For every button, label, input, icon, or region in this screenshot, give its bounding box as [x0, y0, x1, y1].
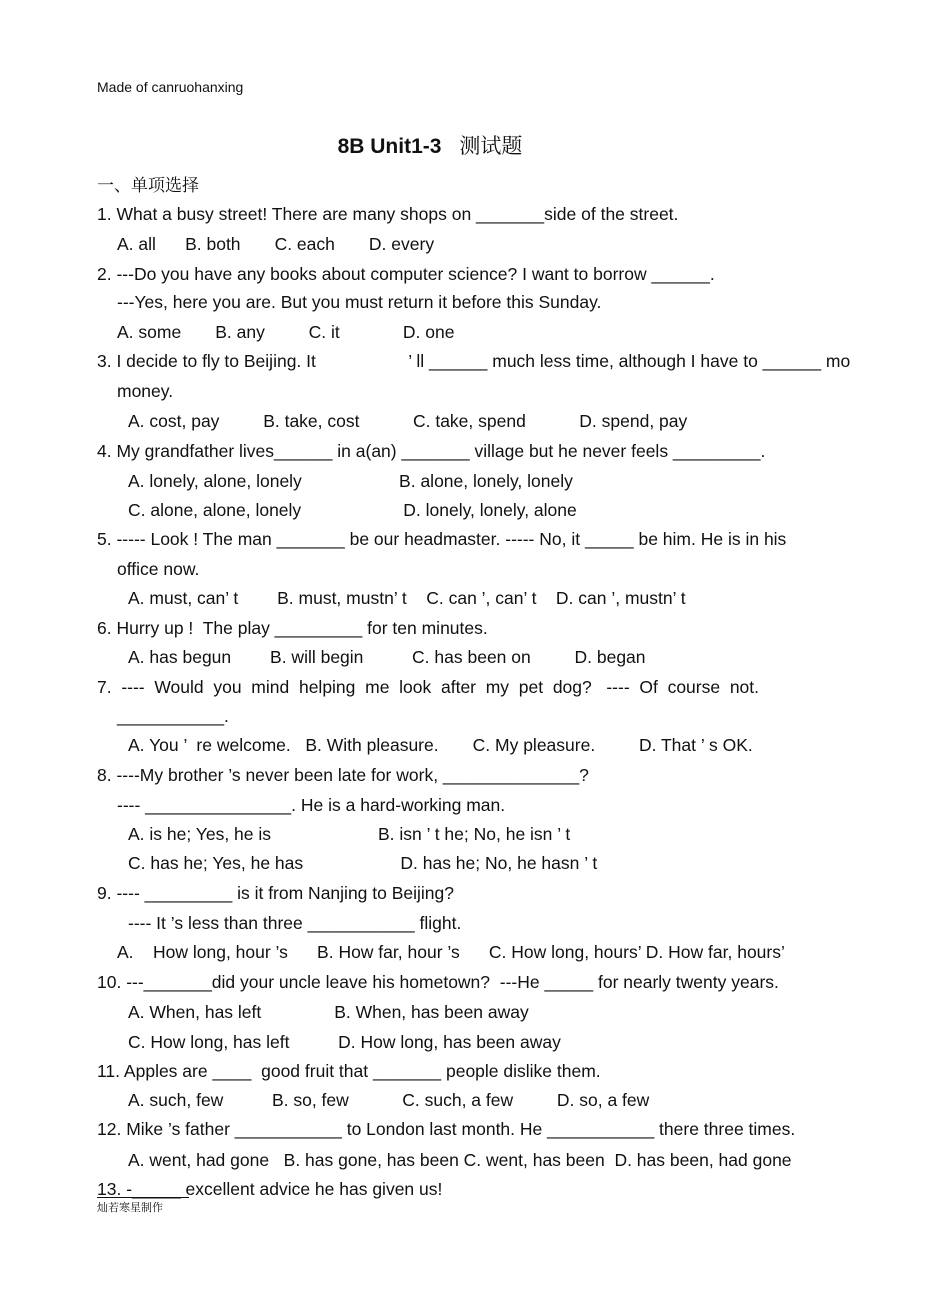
question-line: 10. ---_______did your uncle leave his hometown? ---He _____ for nearly twenty years. [97, 972, 779, 992]
option-line: A. went, had gone B. has gone, has been C. went, has been D. has been, had gone [128, 1150, 792, 1170]
option-line: A. such, few B. so, few C. such, a few D. so, a few [128, 1090, 650, 1110]
option-line: A. lonely, alone, lonely B. alone, lonely, lonely [128, 471, 573, 491]
page-footer: 灿若寒星制作 [97, 1201, 163, 1214]
question-line: 4. My grandfather lives______ in a(an) _______ village but he never feels _________. [97, 441, 766, 461]
question-line: ---- _______________. He is a hard-working man. [117, 795, 506, 815]
option-line: A. When, has left B. When, has been away [128, 1002, 529, 1022]
page-title [0, 130, 860, 160]
question-line: ---- It ’s less than three ___________ flight. [128, 913, 462, 933]
option-line: A. some B. any C. it D. one [117, 322, 455, 342]
question-line: money. [117, 381, 174, 401]
question-line: 12. Mike ’s father ___________ to London last month. He ___________ there three times. [97, 1119, 796, 1139]
question-line: 5. ----- Look ! The man _______ be our headmaster. ----- No, it _____ be him. He is in his [97, 529, 787, 549]
question-line: ---Yes, here you are. But you must return it before this Sunday. [117, 292, 602, 312]
question-line: 2. ---Do you have any books about computer science? I want to borrow ______. [97, 264, 715, 284]
option-line: C. has he; Yes, he has D. has he; No, he hasn ’ t [128, 853, 598, 873]
option-line: C. How long, has left D. How long, has been away [128, 1032, 561, 1052]
question-line: 1. What a busy street! There are many shops on _______side of the street. [97, 204, 679, 224]
option-line: A. must, can’ t B. must, mustn’ t C. can ’, can’ t D. can ’, mustn’ t [128, 588, 686, 608]
option-line: A. You ’ re welcome. B. With pleasure. C. My pleasure. D. That ’ s OK. [128, 735, 753, 755]
option-line: A. all B. both C. each D. every [117, 234, 435, 254]
title-english: 8B Unit1-3 [337, 135, 442, 158]
question-line: 8. ----My brother ’s never been late for work, ______________? [97, 765, 589, 785]
footer-divider [97, 1197, 189, 1198]
page-header: Made of canruohanxing [97, 79, 244, 95]
question-line: ___________. [117, 706, 229, 726]
option-line: C. alone, alone, lonely D. lonely, lonely, alone [128, 500, 577, 520]
question-line: office now. [117, 559, 200, 579]
option-line: A. is he; Yes, he is B. isn ’ t he; No, he isn ’ t [128, 824, 571, 844]
section-heading: 一、单项选择 [97, 176, 199, 196]
question-line: 11. Apples are ____ good fruit that _______ people dislike them. [97, 1061, 601, 1081]
question-line: 9. ---- _________ is it from Nanjing to Beijing? [97, 883, 454, 903]
question-line: 7. ---- Would you mind helping me look after my pet dog? ---- Of course not. [97, 677, 760, 697]
title-chinese: 测试题 [459, 134, 523, 158]
question-line: 6. Hurry up ! The play _________ for ten minutes. [97, 618, 488, 638]
question-line: 3. I decide to fly to Beijing. It ’ ll ______ much less time, although I have to ______ mo [97, 351, 851, 371]
option-line: A. How long, hour ’s B. How far, hour ’s C. How long, hours’ D. How far, hours’ [117, 942, 785, 962]
option-line: A. cost, pay B. take, cost C. take, spend D. spend, pay [128, 411, 688, 431]
option-line: A. has begun B. will begin C. has been on D. began [128, 647, 646, 667]
question-line: 13. -_____ excellent advice he has given us! [97, 1179, 443, 1199]
